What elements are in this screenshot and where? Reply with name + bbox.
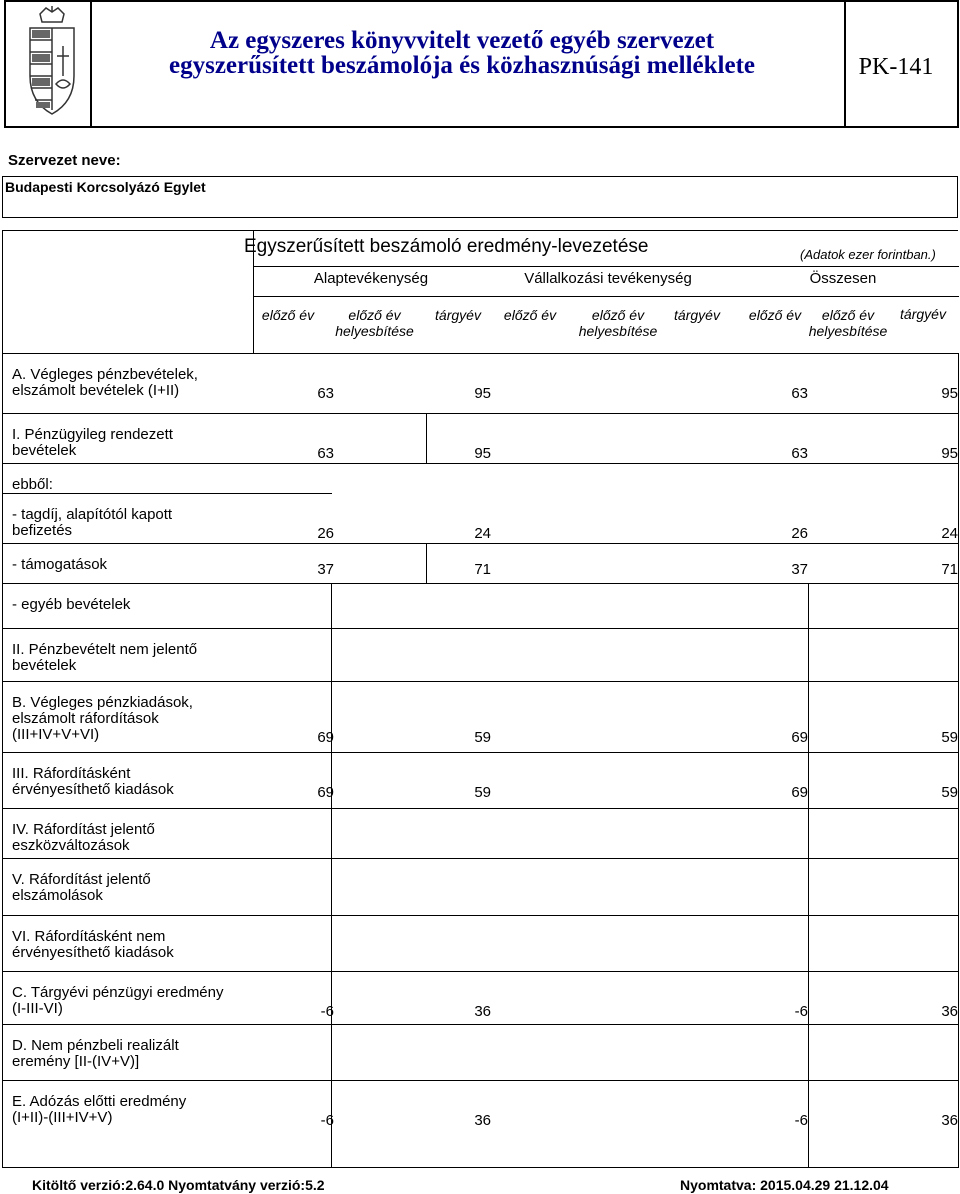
cell-ossz-prev: -6 — [794, 1112, 808, 1129]
row-label-line: V. Ráfordítást jelentő — [12, 871, 151, 888]
row-label-line: D. Nem pénzbeli realizált — [12, 1037, 179, 1054]
cell-ossz-curr: 36 — [941, 1003, 958, 1020]
row-label — [12, 477, 252, 493]
row-label — [12, 1038, 252, 1070]
cell-ossz-curr: 95 — [941, 385, 958, 402]
cell-alap-prev: 69 — [317, 729, 334, 746]
row-label-line: - tagdíj, alapítótól kapott — [12, 506, 173, 523]
cell-ossz-curr: 71 — [941, 561, 958, 578]
row-label-line: bevételek — [12, 442, 77, 459]
row-label — [12, 642, 252, 674]
cell-alap-curr: 95 — [474, 445, 491, 462]
row-label — [12, 929, 252, 961]
column-rule — [331, 583, 332, 1168]
cell-alap-prev: 63 — [317, 385, 334, 402]
row-label — [12, 507, 252, 539]
col-prev-year: előző év — [503, 307, 557, 323]
row-rule — [2, 413, 959, 414]
row-label-line: IV. Ráfordítást jelentő — [12, 821, 155, 838]
table-title: Egyszerűsített beszámoló eredmény-levezetése — [244, 236, 649, 257]
cell-ossz-prev: 69 — [791, 729, 808, 746]
row-label-line: C. Tárgyévi pénzügyi eredmény — [12, 984, 224, 1001]
cell-ossz-prev: 69 — [791, 784, 808, 801]
row-label — [12, 695, 252, 743]
col-prev-year: előző év — [261, 307, 315, 323]
row-rule — [2, 1024, 959, 1025]
cell-ossz-prev: 63 — [791, 445, 808, 462]
column-rule — [808, 583, 809, 1168]
organization-label: Szervezet neve: — [8, 152, 121, 169]
row-rule — [2, 543, 959, 544]
row-label-line: II. Pénzbevételt nem jelentő — [12, 641, 198, 658]
row-rule — [2, 353, 959, 354]
footer-printed: Nyomtatva: 2015.04.29 21.12.04 — [680, 1177, 889, 1193]
group-osszesen: Összesen — [809, 270, 877, 287]
row-rule — [2, 1080, 959, 1081]
row-label-line: I. Pénzügyileg rendezett — [12, 426, 173, 443]
row-rule — [2, 752, 959, 753]
row-label-line: elszámolások — [12, 887, 103, 904]
cell-ossz-curr: 95 — [941, 445, 958, 462]
cell-alap-prev: -6 — [320, 1112, 334, 1129]
organization-name: Budapesti Korcsolyázó Egylet — [5, 179, 206, 195]
col-prev-correction: előző év helyesbítése — [335, 307, 414, 339]
cell-ossz-prev: 37 — [791, 561, 808, 578]
row-label-line: VI. Ráfordításként nem — [12, 928, 166, 945]
row-label-line: E. Adózás előtti eredmény — [12, 1093, 187, 1110]
row-label-line: (I+II)-(III+IV+V) — [12, 1109, 113, 1126]
group-vallalkozasi: Vállalkozási tevékenység — [524, 270, 692, 287]
row-rule — [2, 915, 959, 916]
cell-alap-curr: 36 — [474, 1112, 491, 1129]
cell-alap-curr: 59 — [474, 784, 491, 801]
row-rule — [2, 583, 959, 584]
col-current-year: tárgyév — [435, 307, 481, 323]
cell-alap-prev: 37 — [317, 561, 334, 578]
row-label-line: - támogatások — [12, 556, 108, 573]
row-rule — [2, 463, 959, 464]
cell-ossz-curr: 24 — [941, 525, 958, 542]
cell-ossz-prev: 26 — [791, 525, 808, 542]
row-label-line: befizetés — [12, 522, 73, 539]
row-label — [12, 822, 252, 854]
row-rule — [2, 681, 959, 682]
row-label — [12, 766, 252, 798]
column-rule — [426, 413, 427, 463]
row-label-line: (I-III-VI) — [12, 1000, 63, 1017]
row-label-line: - egyéb bevételek — [12, 596, 131, 613]
header-rule — [253, 230, 254, 353]
col-current-year: tárgyév — [900, 306, 946, 322]
cell-alap-curr: 71 — [474, 561, 491, 578]
cell-ossz-curr: 59 — [941, 784, 958, 801]
row-label-line: (III+IV+V+VI) — [12, 726, 100, 743]
row-label-line: A. Végleges pénzbevételek, — [12, 366, 198, 383]
row-label-line: elszámolt bevételek (I+II) — [12, 382, 180, 399]
row-rule — [2, 493, 332, 494]
row-label — [12, 597, 252, 613]
unit-note: (Adatok ezer forintban.) — [800, 247, 936, 262]
col-current-year: tárgyév — [674, 307, 720, 323]
row-rule — [2, 971, 959, 972]
row-label-line: III. Ráfordításként — [12, 765, 131, 782]
cell-alap-prev: 69 — [317, 784, 334, 801]
cell-ossz-prev: 63 — [791, 385, 808, 402]
row-label-line: ebből: — [12, 476, 53, 493]
row-label-line: bevételek — [12, 657, 77, 674]
form-title-line2: egyszerűsített beszámolója és közhasznúsági melléklete — [169, 52, 755, 79]
column-rule — [426, 543, 427, 583]
row-label-line: érvényesíthető kiadások — [12, 944, 174, 961]
row-label-line: elszámolt ráfordítások — [12, 710, 159, 727]
row-label — [12, 367, 252, 399]
row-label — [12, 872, 252, 904]
footer-version: Kitöltő verzió:2.64.0 Nyomtatvány verzió:5.2 — [32, 1177, 325, 1193]
form-code: PK-141 — [858, 54, 934, 80]
col-prev-correction: előző év helyesbítése — [578, 307, 658, 339]
cell-alap-curr: 95 — [474, 385, 491, 402]
row-label — [12, 427, 252, 459]
cell-ossz-prev: -6 — [794, 1003, 808, 1020]
row-label-line: B. Végleges pénzkiadások, — [12, 694, 193, 711]
row-rule — [2, 628, 959, 629]
row-label — [12, 557, 252, 573]
cell-ossz-curr: 36 — [941, 1112, 958, 1129]
column-rule — [958, 353, 959, 1168]
row-label-line: érvényesíthető kiadások — [12, 781, 174, 798]
header-rule — [253, 296, 959, 297]
cell-alap-curr: 36 — [474, 1003, 491, 1020]
group-alaptevekenyseg: Alaptevékenység — [313, 270, 429, 287]
cell-alap-curr: 24 — [474, 525, 491, 542]
row-label-line: eremény [II-(IV+V)] — [12, 1053, 140, 1070]
row-rule — [2, 808, 959, 809]
col-prev-year: előző év — [748, 307, 802, 323]
cell-ossz-curr: 59 — [941, 729, 958, 746]
cell-alap-prev: -6 — [320, 1003, 334, 1020]
form-title-line1: Az egyszeres könyvvitelt vezető egyéb szervezet — [209, 27, 715, 54]
cell-alap-prev: 63 — [317, 445, 334, 462]
form-title — [86, 28, 838, 78]
row-label-line: eszközváltozások — [12, 837, 130, 854]
cell-alap-curr: 59 — [474, 729, 491, 746]
col-prev-correction: előző év helyesbítése — [808, 307, 888, 339]
row-rule — [2, 858, 959, 859]
coat-of-arms-icon — [22, 6, 82, 118]
row-label — [12, 985, 252, 1017]
row-label — [12, 1094, 252, 1126]
organization-name-field[interactable] — [2, 176, 958, 218]
header-rule — [253, 266, 959, 267]
cell-alap-prev: 26 — [317, 525, 334, 542]
